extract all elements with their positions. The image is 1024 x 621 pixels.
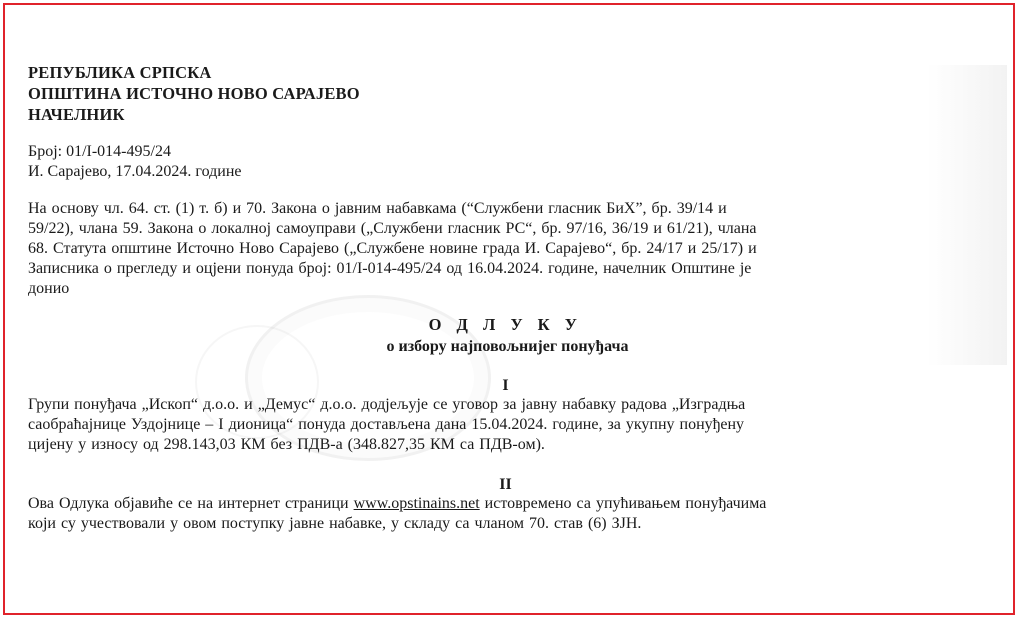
header-municipality: ОПШТИНА ИСТОЧНО НОВО САРАЈЕВО [28, 84, 360, 103]
decision-subtitle: о избору најповољнијег понуђача [386, 338, 629, 355]
section-1-line: саобраћајнице Уздојнице – I дионица“ понуда достављена дана 15.04.2024. године, за укупну понуђену [28, 416, 745, 433]
section-1-line: Групи понуђача „Ископ“ д.о.о. и „Демус“ д.о.о. додјељује се уговор за јавну набавку радова „Изградња [28, 396, 746, 413]
municipality-website-link[interactable]: www.opstinains.net [353, 495, 480, 512]
section-2-line: који су учествовали у овом поступку јавне набавке, у складу са чланом 70. став (6) ЗЈН. [28, 515, 642, 532]
section-1-number: I [502, 377, 509, 394]
header-mayor: НАЧЕЛНИК [28, 105, 125, 124]
section-1-line: цијену у износу од 298.143,03 КМ без ПДВ-а (348.827,35 КМ са ПДВ-ом). [28, 436, 545, 453]
section-2-paragraph [28, 494, 973, 534]
document-place-date: И. Сарајево, 17.04.2024. године [28, 163, 242, 180]
section-1-paragraph [28, 395, 973, 455]
issuer-header [28, 62, 973, 125]
section-2-text-pre: Ова Одлука објавиће се на интернет страници [28, 495, 354, 512]
preamble-line: Записника о прегледу и оцјени понуда број: 01/I-014-495/24 од 16.04.2024. године, начелник Општине је [28, 260, 752, 277]
document-number: Број: 01/I-014-495/24 [28, 143, 171, 160]
section-2-text-post: истовремено са упућивањем понуђачима [479, 495, 767, 512]
header-republic: РЕПУБЛИКА СРПСКА [28, 63, 212, 82]
preamble-line: 68. Статута општине Источно Ново Сарајево („Службене новине града И. Сарајево“, бр. 24/17 и 25/17) и [28, 240, 757, 257]
preamble-line: донио [28, 280, 70, 297]
document-meta [28, 142, 973, 182]
section-2-line [28, 494, 973, 514]
decision-title: О Д Л У К У [428, 315, 583, 334]
preamble-paragraph [28, 199, 973, 299]
section-2-number: II [499, 476, 512, 493]
preamble-line: 59/22), члана 59. Закона о локалној самоуправи („Службени гласник РС“, бр. 97/16, 36/19 и 61/21), члана [28, 220, 757, 237]
document-body [28, 62, 973, 534]
preamble-line: На основу чл. 64. ст. (1) т. б) и 70. Закона о јавним набавкама (“Службени гласник БиХ”, бр. 39/14 и [28, 200, 727, 217]
